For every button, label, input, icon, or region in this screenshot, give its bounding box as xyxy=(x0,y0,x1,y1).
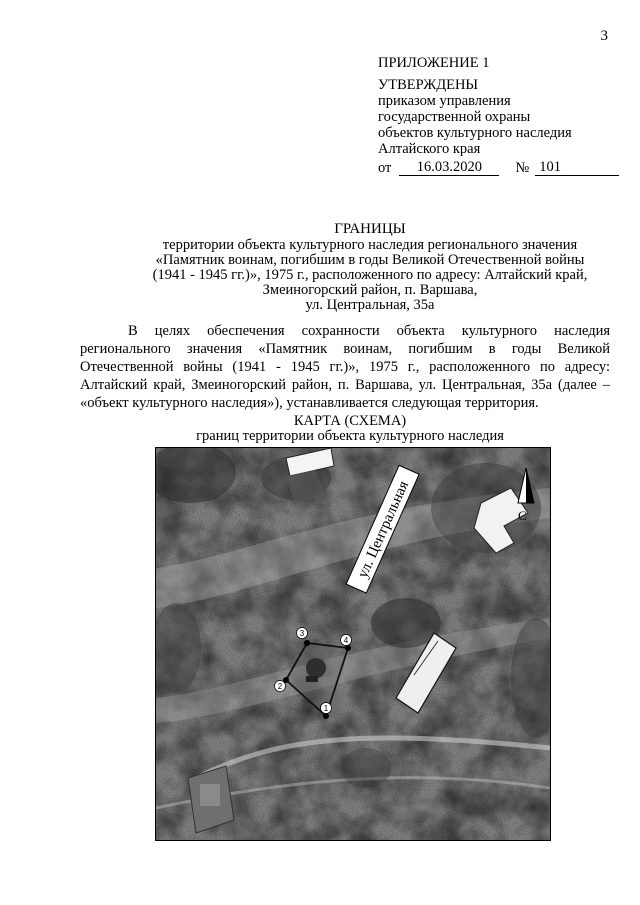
boundaries-heading: ГРАНИЦЫ xyxy=(334,221,406,237)
appendix-block xyxy=(378,55,628,176)
aerial-map xyxy=(155,447,551,841)
approval-line: объектов культурного наследия xyxy=(378,125,572,141)
order-number: 101 xyxy=(535,159,619,176)
boundaries-heading-block xyxy=(90,222,640,313)
boundaries-line: территории объекта культурного наследия регионального значения xyxy=(162,237,578,253)
point-label: 3 xyxy=(299,629,305,638)
point-label: 2 xyxy=(277,682,283,691)
boundaries-line: ул. Центральная, 35а xyxy=(305,297,435,313)
page-number: 3 xyxy=(600,28,608,44)
boundaries-line: Змеиногорский район, п. Варшава, xyxy=(262,282,478,298)
boundaries-line: (1941 - 1945 гг.)», 1975 г., расположенного по адресу: Алтайский край, xyxy=(152,267,588,283)
approved-label: УТВЕРЖДЕНЫ xyxy=(378,77,479,93)
street-label-text: ул. Центральная xyxy=(355,478,413,581)
map-title-block xyxy=(155,414,545,444)
approval-line: приказом управления xyxy=(378,93,511,109)
appendix-title: ПРИЛОЖЕНИЕ 1 xyxy=(378,55,490,71)
map-title: КАРТА (СХЕМА) xyxy=(293,413,407,429)
aerial-photo xyxy=(156,448,550,840)
approval-line: государственной охраны xyxy=(378,109,531,125)
body-paragraph: В целях обеспечения сохранности объекта культурного наследия регионального значения «Памятник воинам, погибшим в годы Великой Отечественной войны (1941 - 1945 гг.)», 1975 г., расположенного по адресу: Алтайский край, Змеиногорский район, п. Варшава, ул. Центральная, 35а (далее – «объект культурного наследия»), устанавливается следующая территория. xyxy=(80,323,610,411)
point-label: 1 xyxy=(323,704,329,713)
north-label: С xyxy=(518,508,527,523)
boundaries-line: «Памятник воинам, погибшим в годы Великой Отечественной войны xyxy=(155,252,585,268)
map-subtitle: границ территории объекта культурного наследия xyxy=(196,428,504,444)
approval-line: Алтайского края xyxy=(378,141,481,157)
number-label: № xyxy=(515,160,530,176)
from-label: от xyxy=(378,160,392,176)
order-date: 16.03.2020 xyxy=(399,159,499,176)
order-date-number xyxy=(378,159,628,176)
point-label: 4 xyxy=(343,636,349,645)
